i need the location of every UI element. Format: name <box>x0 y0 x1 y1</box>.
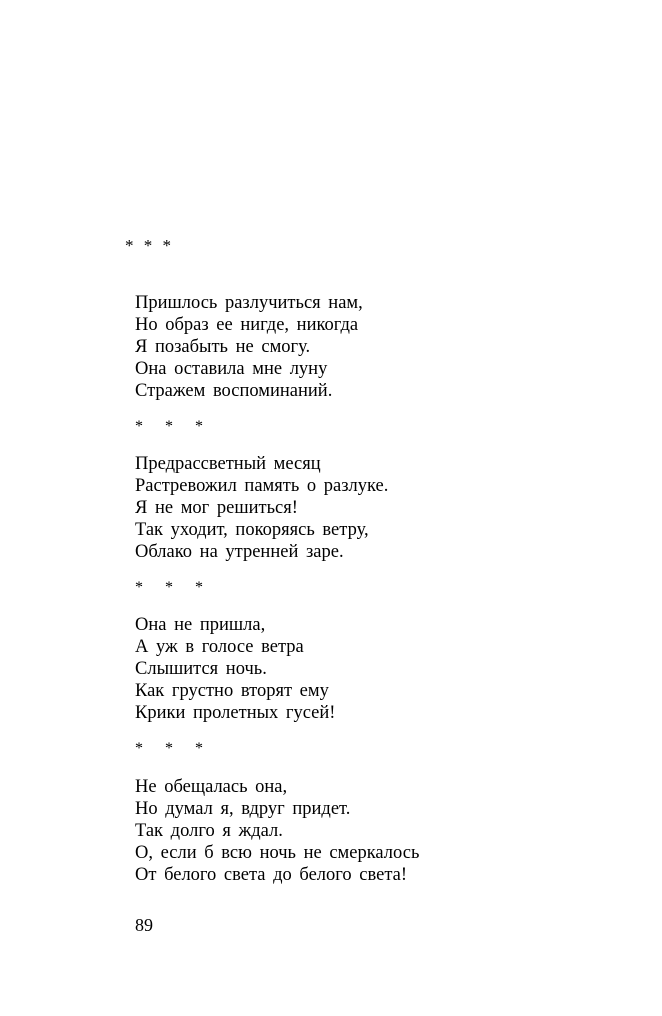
poem-1 <box>135 292 363 402</box>
section-separator-top: * * * <box>125 236 174 255</box>
poem-line: Слышится ночь. <box>135 659 267 679</box>
poem-line: От белого света до белого света! <box>135 865 408 885</box>
poem-line: Пришлось разлучиться нам, <box>135 293 363 313</box>
poem-4 <box>135 776 419 886</box>
poem-line: Облако на утренней заре. <box>135 542 344 562</box>
poem-line: Но образ ее нигде, никогда <box>135 315 359 335</box>
poem-line: Стражем воспоминаний. <box>135 381 333 401</box>
poem-line: О, если б всю ночь не смеркалось <box>135 843 420 863</box>
page-number: 89 <box>135 915 153 935</box>
poem-line: Она оставила мне луну <box>135 359 328 379</box>
poem-line: Я позабыть не смогу. <box>135 337 311 357</box>
poem-line: Но думал я, вдруг придет. <box>135 799 351 819</box>
poem-line: Так уходит, покоряясь ветру, <box>135 520 369 540</box>
poem-line: Крики пролетных гусей! <box>135 703 336 723</box>
poem-line: Как грустно вторят ему <box>135 681 329 701</box>
poem-line: Она не пришла, <box>135 615 266 635</box>
poem-line: Не обещалась она, <box>135 777 288 797</box>
poem-2 <box>135 453 388 563</box>
poem-3 <box>135 614 335 724</box>
poem-line: Растревожил память о разлуке. <box>135 476 389 496</box>
poem-separator-1: * * * <box>135 418 212 435</box>
poem-line: Я не мог решиться! <box>135 498 298 518</box>
poem-separator-2: * * * <box>135 579 212 596</box>
poem-line: Так долго я ждал. <box>135 821 283 841</box>
poem-line: Предрассветный месяц <box>135 454 321 474</box>
poem-line: А уж в голосе ветра <box>135 637 304 657</box>
poem-separator-3: * * * <box>135 740 212 757</box>
